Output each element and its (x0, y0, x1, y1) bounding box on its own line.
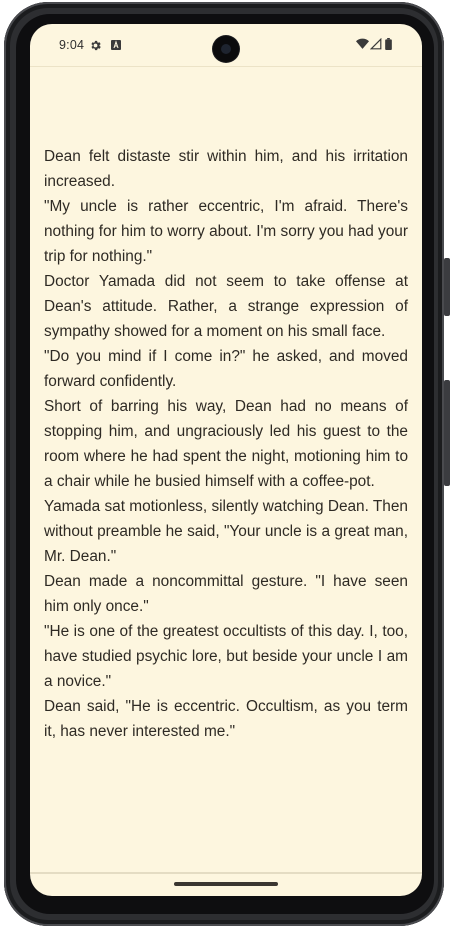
status-time: 9:04 (59, 38, 85, 52)
a-notification-icon (111, 40, 121, 50)
battery-icon (385, 38, 392, 50)
screen (30, 24, 422, 896)
power-button (444, 380, 450, 486)
paragraph: Dean felt distaste stir within him, and his irritation increased. (44, 148, 408, 190)
paragraph: Doctor Yamada did not seem to take offense at Dean's attitude. Rather, a strange expression of sympathy showed for a moment on his small face. (44, 273, 408, 340)
top-divider (30, 66, 422, 67)
cellular-signal-icon (370, 38, 382, 50)
reader-text[interactable] (44, 144, 408, 744)
paragraph: "My uncle is rather eccentric, I'm afraid. There's nothing for him to worry about. I'm sorry you had your trip for nothing." (44, 198, 408, 265)
gesture-navigation-handle[interactable] (174, 882, 278, 886)
wifi-icon (356, 38, 369, 50)
paragraph: Yamada sat motionless, silently watching Dean. Then without preamble he said, "Your uncle is a great man, Mr. Dean." (44, 498, 408, 565)
volume-button (444, 258, 450, 316)
status-icons (356, 38, 396, 52)
paragraph: Dean said, "He is eccentric. Occultism, as you term it, has never interested me." (44, 698, 408, 740)
bottom-divider (30, 872, 422, 874)
settings-gear-icon (89, 39, 102, 52)
paragraph: "He is one of the greatest occultists of this day. I, too, have studied psychic lore, but beside your uncle I am a novice." (44, 623, 408, 690)
paragraph: Dean made a noncommittal gesture. "I have seen him only once." (44, 573, 408, 615)
paragraph: "Do you mind if I come in?" he asked, and moved forward confidently. (44, 348, 408, 390)
paragraph: Short of barring his way, Dean had no means of stopping him, and ungraciously led his guest to the room where he had spent the night, motioning him to a chair while he busied himself with a coffee-pot. (44, 398, 408, 490)
status-bar (30, 24, 422, 68)
front-camera (213, 36, 239, 62)
